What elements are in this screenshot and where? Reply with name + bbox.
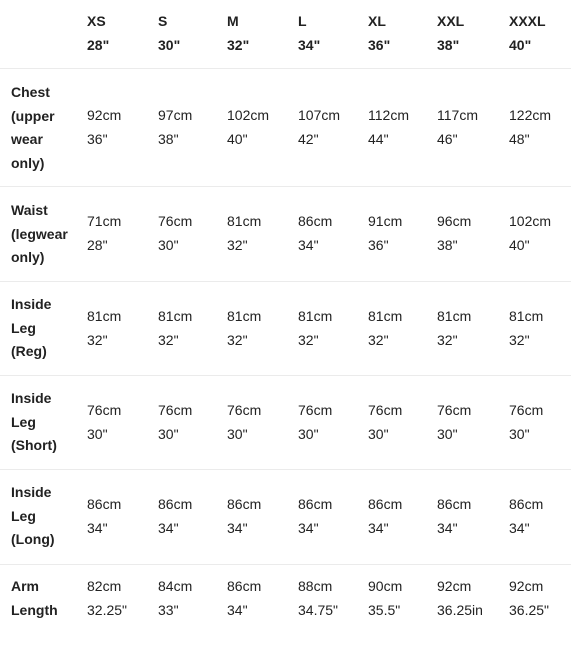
table-cell: 81cm 32" bbox=[437, 308, 472, 348]
size-label: S bbox=[158, 13, 168, 29]
table-row-chest bbox=[0, 69, 571, 187]
table-row-arm-length bbox=[0, 565, 571, 645]
header-size-xl bbox=[368, 10, 390, 57]
table-cell: 76cm 30" bbox=[298, 402, 333, 442]
table-cell: 86cm 34" bbox=[158, 496, 193, 536]
size-label: M bbox=[227, 13, 239, 29]
size-inches: 32" bbox=[227, 36, 250, 53]
header-size-xxxl bbox=[509, 10, 546, 57]
table-header-row bbox=[0, 0, 571, 69]
table-cell: 86cm 34" bbox=[437, 496, 472, 536]
table-cell: 86cm 34" bbox=[298, 496, 333, 536]
table-cell: 81cm 32" bbox=[368, 308, 403, 348]
table-cell: 88cm 34.75" bbox=[298, 578, 339, 618]
table-cell: 81cm 32" bbox=[158, 308, 193, 348]
table-cell: 112cm 44" bbox=[368, 107, 409, 147]
row-label: Chest (upper wear only) bbox=[11, 84, 55, 171]
table-cell: 86cm 34" bbox=[509, 496, 544, 536]
size-inches: 28" bbox=[87, 36, 110, 53]
table-cell: 107cm 42" bbox=[298, 107, 341, 147]
size-label: XXXL bbox=[509, 13, 546, 29]
table-cell: 81cm 32" bbox=[227, 308, 262, 348]
table-cell: 81cm 32" bbox=[298, 308, 333, 348]
table-cell: 90cm 35.5" bbox=[368, 578, 403, 618]
size-label: XXL bbox=[437, 13, 465, 29]
table-row-waist bbox=[0, 187, 571, 282]
table-cell: 122cm 48" bbox=[509, 107, 552, 147]
table-cell: 76cm 30" bbox=[368, 402, 403, 442]
row-label: Waist (legwear only) bbox=[11, 202, 68, 265]
table-cell: 91cm 36" bbox=[368, 213, 403, 253]
table-cell: 82cm 32.25" bbox=[87, 578, 128, 618]
table-cell: 81cm 32" bbox=[509, 308, 544, 348]
table-cell: 76cm 30" bbox=[158, 402, 193, 442]
row-label: Inside Leg (Short) bbox=[11, 390, 57, 453]
table-cell: 97cm 38" bbox=[158, 107, 193, 147]
header-size-xxl bbox=[437, 10, 464, 57]
header-size-xs bbox=[87, 10, 109, 57]
size-label: XL bbox=[368, 13, 386, 29]
size-label: L bbox=[298, 13, 307, 29]
header-size-l bbox=[298, 10, 320, 57]
header-size-m bbox=[227, 10, 249, 57]
row-label: Inside Leg (Long) bbox=[11, 484, 55, 547]
table-cell: 86cm 34" bbox=[368, 496, 403, 536]
table-row-inside-leg-long bbox=[0, 470, 571, 565]
table-cell: 102cm 40" bbox=[509, 213, 552, 253]
table-cell: 86cm 34" bbox=[298, 213, 333, 253]
table-cell: 86cm 34" bbox=[227, 578, 262, 618]
table-cell: 76cm 30" bbox=[227, 402, 262, 442]
row-label: Arm Length bbox=[11, 578, 58, 618]
header-size-s bbox=[158, 10, 180, 57]
table-cell: 84cm 33" bbox=[158, 578, 193, 618]
table-cell: 81cm 32" bbox=[227, 213, 262, 253]
size-inches: 40" bbox=[509, 36, 532, 53]
table-cell: 102cm 40" bbox=[227, 107, 270, 147]
table-row-inside-leg-short bbox=[0, 376, 571, 470]
table-cell: 96cm 38" bbox=[437, 213, 472, 253]
table-row-inside-leg-reg bbox=[0, 282, 571, 376]
table-cell: 92cm 36.25in bbox=[437, 578, 483, 618]
table-cell: 92cm 36" bbox=[87, 107, 122, 147]
table-cell: 76cm 30" bbox=[437, 402, 472, 442]
table-cell: 71cm 28" bbox=[87, 213, 122, 253]
table-cell: 92cm 36.25" bbox=[509, 578, 550, 618]
size-inches: 38" bbox=[437, 36, 460, 53]
table-cell: 76cm 30" bbox=[509, 402, 544, 442]
table-cell: 86cm 34" bbox=[227, 496, 262, 536]
size-inches: 36" bbox=[368, 36, 391, 53]
size-label: XS bbox=[87, 13, 106, 29]
size-inches: 30" bbox=[158, 36, 181, 53]
table-cell: 86cm 34" bbox=[87, 496, 122, 536]
table-cell: 117cm 46" bbox=[437, 107, 478, 147]
row-label: Inside Leg (Reg) bbox=[11, 296, 52, 359]
table-cell: 76cm 30" bbox=[87, 402, 122, 442]
table-cell: 76cm 30" bbox=[158, 213, 193, 253]
size-inches: 34" bbox=[298, 36, 321, 53]
table-cell: 81cm 32" bbox=[87, 308, 122, 348]
